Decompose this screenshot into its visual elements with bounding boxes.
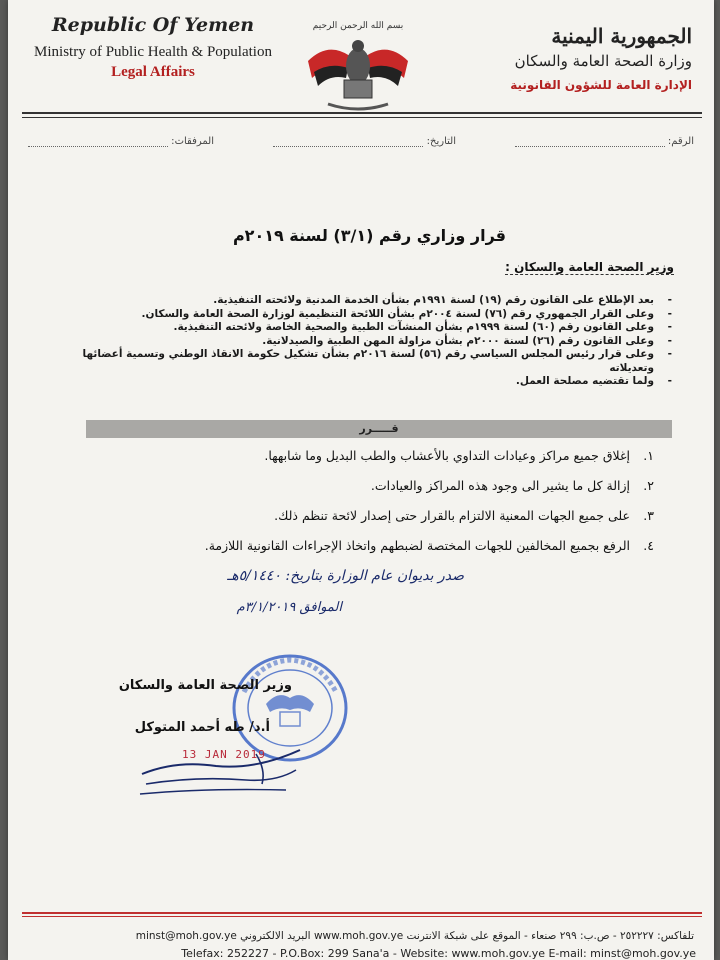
issued-date: صدر بديوان عام الوزارة بتاريخ: ٥/١٤٤٠هـ (227, 568, 464, 584)
ministry-name-ar: وزارة الصحة العامة والسكان (514, 52, 692, 70)
decisions-list (134, 446, 654, 566)
footer-rule-thick (22, 912, 702, 914)
recitals-list (80, 294, 680, 389)
list-item: - وعلى القرار الجمهوري رقم (٧٦) لسنة ٢٠٠٤م بشأن اللائحة التنظيمية لوزارة الصحة العامة والسكان. (80, 308, 680, 322)
decree-title: قرار وزاري رقم (٣/١) لسنة ٢٠١٩م (232, 226, 506, 245)
date-stamp: 13 JAN 2019 (182, 748, 266, 761)
country-name-ar: الجمهورية اليمنية (551, 24, 692, 48)
emblem-inscription: بسم الله الرحمن الرحيم (312, 21, 404, 31)
list-item: - ولما تقتضيه مصلحة العمل. (80, 375, 680, 389)
ministry-name-en: Ministry of Public Health & Population (34, 44, 272, 60)
department-name-en: Legal Affairs (111, 64, 195, 80)
list-item: - بعد الإطلاع على القانون رقم (١٩) لسنة ١٩٩١م بشأن الخدمة المدنية ولائحته التنفيذية. (80, 294, 680, 308)
yemen-eagle-emblem-icon (288, 16, 428, 116)
list-item: - وعلى القانون رقم (٢٦) لسنة ٢٠٠٠م بشأن مزاولة المهن الطبية والصيدلانية. (80, 335, 680, 349)
ref-attachments-field: المرفقات: (28, 136, 214, 154)
list-item: - وعلى قرار رئيس المجلس السياسي رقم (٥٦) لسنة ٢٠١٦م بشأن تشكيل حكومة الانقاذ الوطني وتسمية أعضائها وتعديلاته (80, 348, 680, 375)
ref-date-field: التاريخ: (273, 136, 456, 154)
arabic-letterhead (452, 24, 692, 92)
corresponding-date: الموافق ٣/١/٢٠١٩م (236, 600, 342, 615)
signatory-title: وزير الصحة العامة والسكان (118, 678, 292, 693)
country-name-en: Republic Of Yemen (51, 14, 255, 36)
header-rule-thin (22, 117, 702, 118)
handwritten-signature-icon (136, 740, 306, 800)
department-name-ar: الإدارة العامة للشؤون القانونية (510, 78, 692, 92)
list-item: ٤. الرفع بجميع المخالفين للجهات المختصة لضبطهم واتخاذ الإجراءات القانونية اللازمة. (204, 538, 654, 553)
footer-english-contact: Telefax: 252227 - P.O.Box: 299 Sana'a - Website: www.moh.gov.ye E-mail: minst@moh.gov.ye (181, 947, 696, 960)
decides-heading: قـــــرر (86, 420, 672, 438)
list-item: ٣. على جميع الجهات المعنية الالتزام بالقرار حتى إصدار لائحة تنظم ذلك. (274, 508, 654, 523)
list-item: ٢. إزالة كل ما يشير الى وجود هذه المراكز والعيادات. (370, 478, 654, 493)
header-rule-thick (22, 112, 702, 114)
english-letterhead (28, 14, 278, 81)
footer-rule-thin (22, 916, 702, 917)
ref-number-field: الرقم: (515, 136, 694, 154)
footer-arabic-contact: تلفاكس: ٢٥٢٢٢٧ - ص.ب: ٢٩٩ صنعاء - الموقع على شبكة الانترنت www.moh.gov.ye البريد الالكتروني minst@moh.gov.ye (135, 930, 694, 942)
list-item: ١. إغلاق جميع مراكز وعيادات التداوي بالأعشاب والطب البديل وما شابهها. (264, 448, 654, 463)
minister-heading: وزير الصحة العامة والسكان : (505, 260, 674, 274)
letter-page (8, 0, 714, 960)
list-item: - وعلى القانون رقم (٦٠) لسنة ١٩٩٩م بشأن المنشآت الطبية والصحية الخاصة ولائحته التنفيذية. (80, 321, 680, 335)
signatory-name: أ.د/ طه أحمد المتوكل (134, 720, 270, 735)
